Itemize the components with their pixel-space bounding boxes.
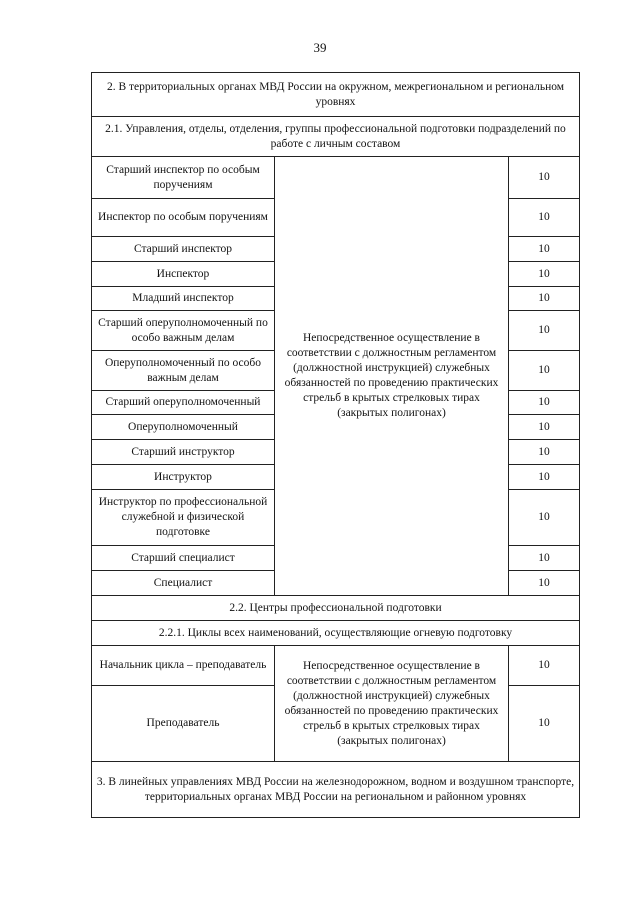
value-cell: 10 [509,571,580,596]
position-cell: Старший инструктор [92,440,275,465]
value-cell: 10 [509,415,580,440]
value-cell: 10 [509,440,580,465]
position-cell: Инспектор по особым поручениям [92,199,275,237]
value-cell: 10 [509,546,580,571]
subsection-2-1-title: 2.1. Управления, отделы, отделения, группы профессиональной подготовки подразделений по работе с личным составом [92,117,580,157]
value-cell: 10 [509,686,580,762]
position-cell: Старший оперуполномоченный [92,391,275,415]
positions-table [91,72,580,818]
position-cell: Инспектор [92,262,275,287]
value-cell: 10 [509,157,580,199]
duty-description: Непосредственное осуществление в соответствии с должностным регламентом (должностной инструкцией) служебных обязанностей по проведению практических стрельб в крытых стрелковых тирах (закрытых полигонах) [275,157,509,596]
value-cell: 10 [509,199,580,237]
position-cell: Начальник цикла – преподаватель [92,646,275,686]
value-cell: 10 [509,287,580,311]
section-3-title: 3. В линейных управлениях МВД России на железнодорожном, водном и воздушном транспорте, территориальных органах МВД России на региональном и районном уровнях [92,762,580,818]
position-cell: Преподаватель [92,686,275,762]
value-cell: 10 [509,351,580,391]
position-cell: Старший инспектор [92,237,275,262]
subsection-2-2-title: 2.2. Центры профессиональной подготовки [92,596,580,621]
position-cell: Специалист [92,571,275,596]
value-cell: 10 [509,646,580,686]
section-2-title: 2. В территориальных органах МВД России на окружном, межрегиональном и региональном уровнях [92,73,580,117]
page-number: 39 [313,40,327,55]
duty-description: Непосредственное осуществление в соответствии с должностным регламентом (должностной инструкцией) служебных обязанностей по проведению практических стрельб в крытых стрелковых тирах (закрытых полигонах) [275,646,509,762]
position-cell: Оперуполномоченный [92,415,275,440]
value-cell: 10 [509,262,580,287]
position-cell: Инструктор [92,465,275,490]
position-cell: Младший инспектор [92,287,275,311]
value-cell: 10 [509,237,580,262]
value-cell: 10 [509,311,580,351]
position-cell: Старший специалист [92,546,275,571]
position-cell: Старший оперуполномоченный по особо важным делам [92,311,275,351]
subsection-2-2-1-title: 2.2.1. Циклы всех наименований, осуществляющие огневую подготовку [92,621,580,646]
position-cell: Инструктор по профессиональной служебной и физической подготовке [92,490,275,546]
position-cell: Старший инспектор по особым поручениям [92,157,275,199]
value-cell: 10 [509,465,580,490]
position-cell: Оперуполномоченный по особо важным делам [92,351,275,391]
value-cell: 10 [509,391,580,415]
value-cell: 10 [509,490,580,546]
